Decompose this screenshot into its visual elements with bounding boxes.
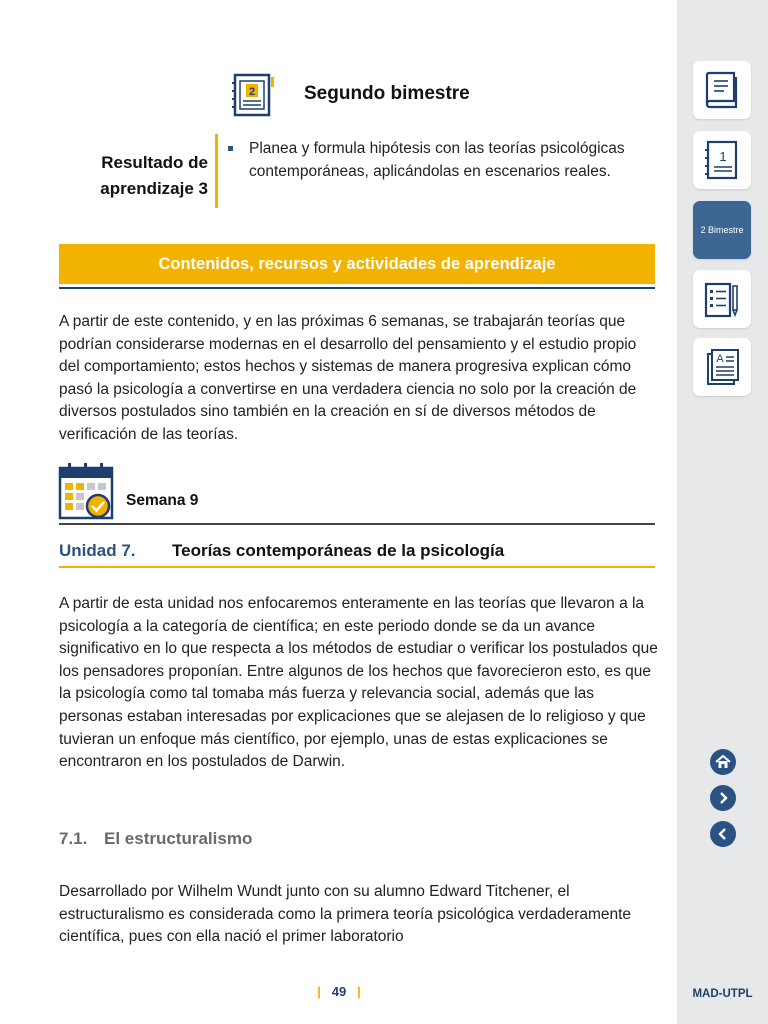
next-button[interactable]	[710, 785, 736, 811]
result-text: Planea y formula hipótesis con las teorías psicológicas contemporáneas, aplicándolas en escenarios reales.	[249, 140, 625, 180]
notebook-number: 2	[248, 86, 256, 98]
chevron-right-icon	[716, 791, 730, 805]
chevron-left-icon	[716, 827, 730, 841]
page-number-value: 49	[331, 984, 347, 999]
bullet-icon	[228, 146, 233, 151]
unit-underline	[59, 566, 655, 568]
result-label	[60, 150, 208, 202]
intro-paragraph: A partir de este contenido, y en las próximas 6 semanas, se trabajarán teorías que podrían considerarse modernas en el desarrollo del pensamiento y el estudio propio del comportamiento; estos hechos y sistemas de manera progresiva explican cómo pasó la psicología a convertirse en una verdadera ciencia no solo por la creación de diversos postulados sino también en la creación en sí de diversos métodos de verificación de las teorías.	[59, 313, 637, 443]
sidebar	[677, 0, 768, 1024]
unit-number: Unidad 7.	[59, 541, 136, 560]
week-label: Semana 9	[126, 492, 199, 509]
sidebar-item-bimester-2[interactable]	[693, 201, 751, 259]
page-title: Segundo bimestre	[304, 83, 470, 104]
page-number	[312, 984, 366, 999]
glossary-letter: A	[716, 353, 724, 365]
unit-title: Teorías contemporáneas de la psicología	[172, 541, 505, 560]
result-label-line1: Resultado de	[101, 153, 208, 172]
result-label-line2: aprendizaje 3	[100, 179, 208, 198]
sidebar-item-bimester-1[interactable]	[693, 131, 751, 189]
unit-paragraph: A partir de esta unidad nos enfocaremos enteramente en las teorías que llevaron a la psicología a la categoría de científica; en este periodo donde se da un avance significativo en lo que respecta a los métodos de estudiar o verificar los postulados que los pensadores proponían. Entre algunos de los hechos que favorecieron esto, es que la psicología como tal tomaba más fuerza y relevancia social, además que las personas estaban interesadas por explicaciones que se alejasen de lo religioso y que tuvieran un enfoque más científico, por ejemplo, unas de estas explicaciones se encontraron en los postulados de Darwin.	[59, 595, 658, 771]
book-icon	[704, 71, 740, 109]
home-button[interactable]	[710, 749, 736, 775]
sidebar-item-book[interactable]	[693, 61, 751, 119]
result-divider	[215, 134, 218, 208]
notebook-1-number: 1	[719, 149, 727, 164]
brand-label: MAD-UTPL	[692, 988, 753, 1000]
back-button[interactable]	[710, 821, 736, 847]
notebook-1-icon	[704, 140, 740, 180]
section-number: 7.1.	[59, 829, 88, 848]
checklist-icon	[704, 280, 740, 318]
sidebar-item-checklist[interactable]	[693, 270, 751, 328]
section-paragraph: Desarrollado por Wilhelm Wundt junto con su alumno Edward Titchener, el estructuralismo es considerada como la primera teoría psicológica verdaderamente científica, pues con ella nació el primer laboratorio	[59, 883, 632, 946]
sidebar-item-bimester-2-label: 2 Bimestre	[700, 225, 744, 235]
pipe-right: |	[357, 984, 361, 999]
banner-underline	[59, 287, 655, 289]
week-divider	[59, 523, 655, 525]
calendar-icon	[58, 462, 114, 520]
home-icon	[715, 754, 731, 770]
section-banner: Contenidos, recursos y actividades de aprendizaje	[59, 244, 655, 284]
sidebar-item-glossary[interactable]	[693, 338, 751, 396]
glossary-icon	[704, 348, 740, 386]
section-title: El estructuralismo	[104, 829, 253, 848]
pipe-left: |	[317, 984, 321, 999]
notebook-2-icon	[231, 73, 275, 117]
